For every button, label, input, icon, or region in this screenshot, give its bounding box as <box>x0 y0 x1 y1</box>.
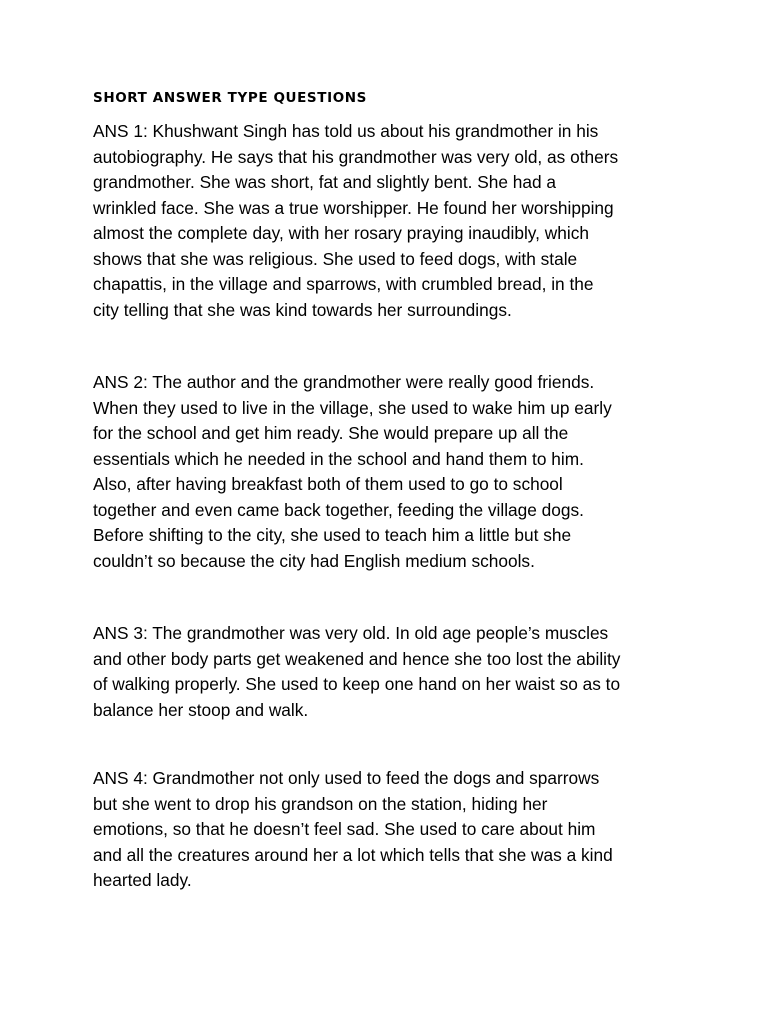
answer-line: Before shifting to the city, she used to teach him a little but she <box>93 525 572 545</box>
answer-2 <box>93 370 693 574</box>
answer-3 <box>93 621 693 723</box>
answer-line: for the school and get him ready. She would prepare up all the <box>93 423 569 443</box>
answer-line: couldn’t so because the city had English medium schools. <box>93 550 535 571</box>
answer-4 <box>93 766 693 894</box>
answer-line: ANS 4: Grandmother not only used to feed the dogs and sparrows <box>93 768 600 788</box>
answer-line: of walking properly. She used to keep one hand on her waist so as to <box>93 674 621 694</box>
answer-line: together and even came back together, feeding the village dogs. <box>93 499 584 520</box>
answer-line: emotions, so that he doesn’t feel sad. She used to care about him <box>93 819 596 839</box>
answer-line: ANS 1: Khushwant Singh has told us about his grandmother in his <box>93 121 599 141</box>
answer-line: autobiography. He says that his grandmother was very old, as others <box>93 146 619 167</box>
answer-line: but she went to drop his grandson on the station, hiding her <box>93 793 548 814</box>
answer-line: hearted lady. <box>93 870 192 890</box>
answer-line: and other body parts get weakened and hence she too lost the ability <box>93 648 621 669</box>
answer-line: and all the creatures around her a lot which tells that she was a kind <box>93 844 613 865</box>
answer-line: ANS 2: The author and the grandmother were really good friends. <box>93 372 595 392</box>
answer-line: grandmother. She was short, fat and slightly bent. She had a <box>93 172 557 192</box>
answer-line: chapattis, in the village and sparrows, with crumbled bread, in the <box>93 274 594 294</box>
answer-line: Also, after having breakfast both of them used to go to school <box>93 474 563 494</box>
answer-line: When they used to live in the village, she used to wake him up early <box>93 397 612 418</box>
answer-line: balance her stoop and walk. <box>93 699 309 720</box>
document-heading: SHORT ANSWER TYPE QUESTIONS <box>93 90 367 106</box>
answer-1 <box>93 119 693 323</box>
answer-line: city telling that she was kind towards her surroundings. <box>93 299 512 320</box>
answer-line: shows that she was religious. She used to feed dogs, with stale <box>93 248 578 269</box>
answer-line: ANS 3: The grandmother was very old. In old age people’s muscles <box>93 623 609 643</box>
answer-line: essentials which he needed in the school and hand them to him. <box>93 448 584 469</box>
answer-line: almost the complete day, with her rosary praying inaudibly, which <box>93 223 589 243</box>
answer-line: wrinkled face. She was a true worshipper. He found her worshipping <box>93 197 614 218</box>
